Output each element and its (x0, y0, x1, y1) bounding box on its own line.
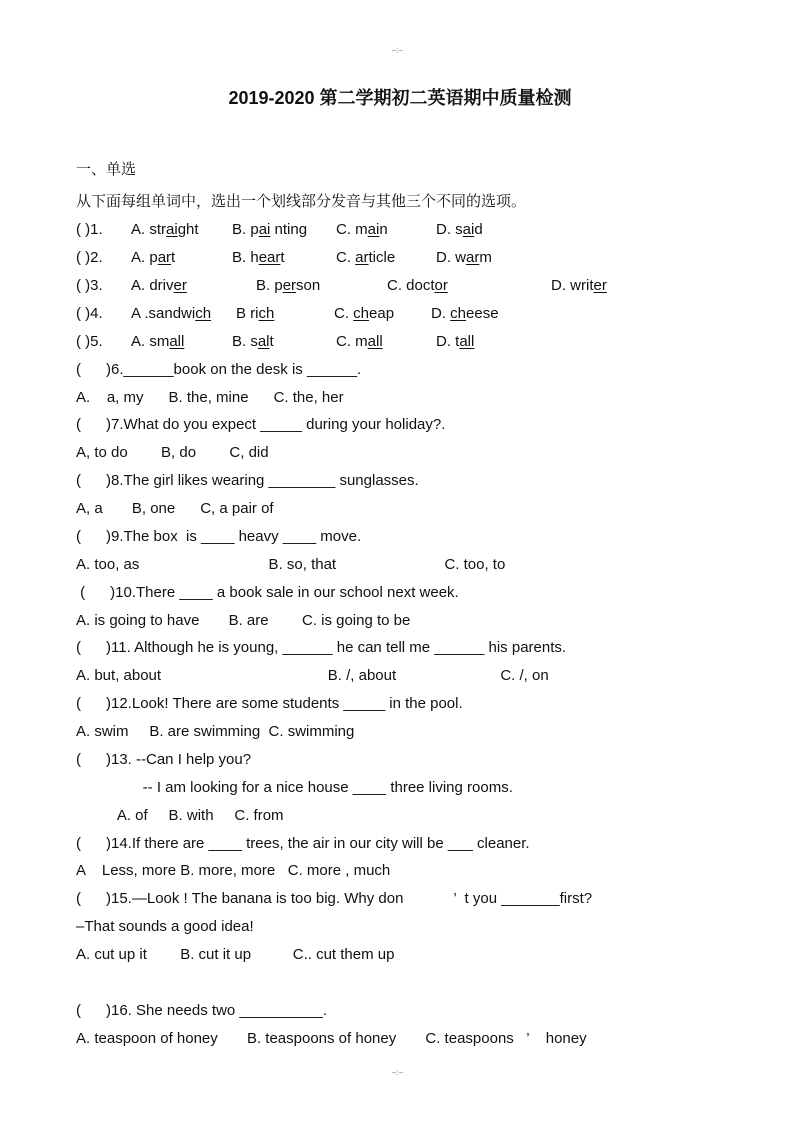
option-a: A. driver (131, 277, 187, 294)
option-b: B. person (256, 277, 321, 294)
option-c: C. mall (336, 333, 383, 350)
question-stem: ( )8.The girl likes wearing ________ sunglasses. (76, 472, 419, 489)
question-stem: ( )7.What do you expect _____ during your holiday?. (76, 416, 446, 433)
answer-options: A. but, about B. /, about C. /, on (76, 667, 549, 684)
underlined-letters: ch (258, 305, 275, 322)
underlined-letters: ch (195, 305, 212, 322)
option-a: A. small (131, 333, 185, 350)
underlined-letters: ar (355, 249, 369, 266)
option-a: A. straight (131, 221, 199, 238)
underlined-letters: ch (353, 305, 370, 322)
answer-options: -- I am looking for a nice house ____ three living rooms. (76, 779, 513, 796)
underlined-letters: ar (466, 249, 480, 266)
underlined-letters: er (173, 277, 187, 294)
question-stem: ( )15.—Look ! The banana is too big. Why don ’ t you _______first? (76, 890, 593, 907)
option-d: D. cheese (431, 305, 499, 322)
answer-options: A Less, more B. more, more C. more , much (76, 862, 391, 879)
section-label: 一、单选 (76, 161, 137, 178)
option-b: B. heart (232, 249, 285, 266)
answer-options: A. cut up it B. cut it up C.. cut them up (76, 946, 395, 963)
option-a: A .sandwich (131, 305, 212, 322)
underlined-letters: all (367, 333, 383, 350)
answer-options: A. of B. with C. from (76, 807, 284, 824)
option-d: D. tall (436, 333, 475, 350)
answer-options: A. too, as B. so, that C. too, to (76, 556, 506, 573)
option-b: B. pai nting (232, 221, 308, 238)
option-a: A. part (131, 249, 176, 266)
answer-options: A, a B, one C, a pair of (76, 500, 274, 517)
option-b: B. salt (232, 333, 274, 350)
underlined-letters: or (434, 277, 448, 294)
question-stem: ( )11. Although he is young, ______ he can tell me ______ his parents. (76, 639, 567, 656)
option-c: C. cheap (334, 305, 395, 322)
answer-options: A, to do B, do C, did (76, 444, 269, 461)
underlined-letters: er (282, 277, 297, 294)
underlined-letters: ch (450, 305, 467, 322)
page-title: 2019-2020 第二学期初二英语期中质量检测 (228, 88, 572, 108)
underlined-letters: ear (258, 249, 281, 266)
underlined-letters: al (257, 333, 270, 350)
option-b: B rich (236, 305, 275, 322)
underlined-letters: all (459, 333, 475, 350)
question-number: ( )2. (76, 249, 103, 266)
option-d: D. said (436, 221, 483, 238)
answer-options: A. teaspoon of honey B. teaspoons of honey C. teaspoons ’ honey (76, 1030, 587, 1047)
question-stem: ( )13. --Can I help you? (76, 751, 252, 768)
underlined-letters: all (169, 333, 185, 350)
question-stem: ( )6.______book on the desk is ______. (76, 361, 362, 378)
option-c: C. main (336, 221, 388, 238)
underlined-letters: ai (462, 221, 475, 238)
footer-mark: –:– (392, 1068, 404, 1077)
answer-options: A. swim B. are swimming C. swimming (76, 723, 355, 740)
underlined-letters: er (593, 277, 607, 294)
underlined-letters: ar (157, 249, 172, 266)
question-number: ( )4. (76, 305, 103, 322)
underlined-letters: ai (258, 221, 271, 238)
option-d: D. warm (436, 249, 492, 266)
option-d: D. writer (551, 277, 607, 294)
question-number: ( )3. (76, 277, 103, 294)
answer-options: A. a, my B. the, mine C. the, her (76, 389, 344, 406)
underlined-letters: ai (367, 221, 380, 238)
answer-options: A. is going to have B. are C. is going to be (76, 612, 411, 629)
question-number: ( )5. (76, 333, 103, 350)
question-stem: ( )12.Look! There are some students _____ in the pool. (76, 695, 463, 712)
question-stem: ( )10.There ____ a book sale in our school next week. (76, 584, 459, 601)
answer-options: –That sounds a good idea! (76, 918, 254, 935)
question-stem: ( )16. She needs two __________. (76, 1002, 328, 1019)
header-mark: –:– (392, 46, 404, 55)
option-c: C. article (336, 249, 396, 266)
underlined-letters: ai (166, 221, 178, 238)
question-stem: ( )14.If there are ____ trees, the air in our city will be ___ cleaner. (76, 835, 530, 852)
question-stem: ( )9.The box is ____ heavy ____ move. (76, 528, 362, 545)
option-c: C. doctor (387, 277, 448, 294)
section-instruction: 从下面每组单词中，选出一个划线部分发音与其他三个不同的选项。 (76, 193, 527, 210)
question-number: ( )1. (76, 221, 103, 238)
